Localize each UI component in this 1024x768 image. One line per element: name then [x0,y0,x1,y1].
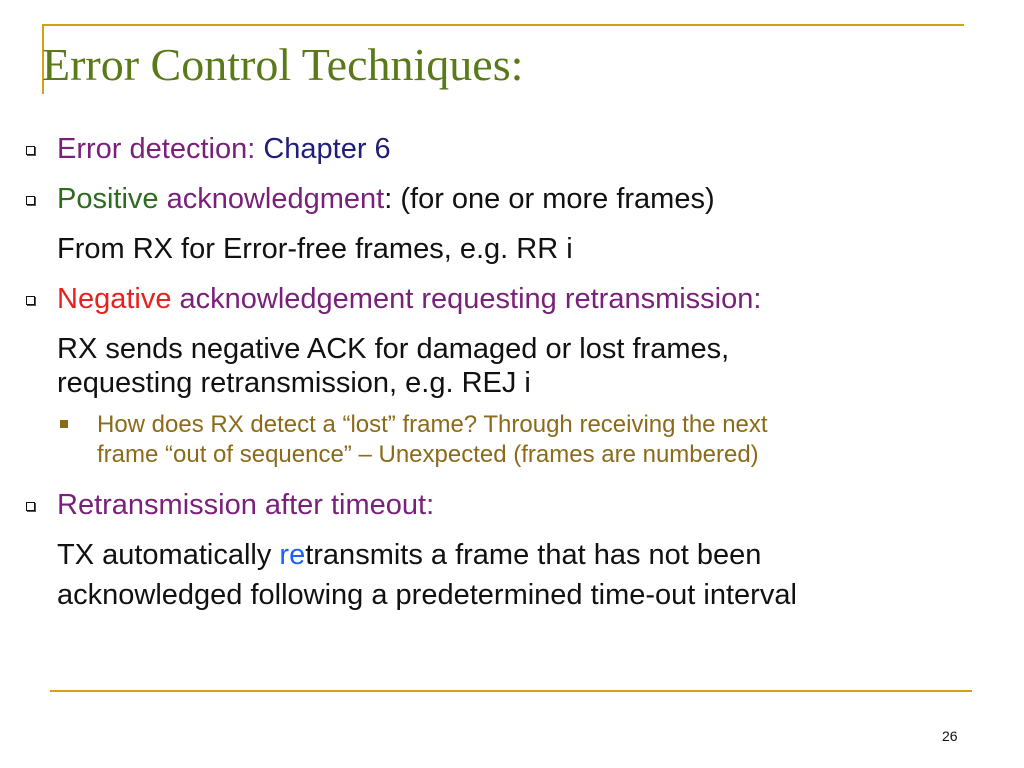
chapter-reference: Chapter 6 [263,133,391,165]
bullet-negative-ack [20,282,1010,316]
hollow-square-bullet-icon [26,146,35,155]
slide-body [20,132,1010,612]
acknowledgment-word: acknowledgment [158,183,385,215]
timeout-detail-2: acknowledged following a predetermined time-out interval [57,579,797,611]
retransmission-label: Retransmission after timeout: [57,489,435,521]
slide-title: Error Control Techniques: [42,39,524,90]
positive-ack-detail: From RX for Error-free frames, e.g. RR i [57,233,573,265]
hollow-square-bullet-icon [26,296,35,305]
filled-square-bullet-icon [60,420,68,428]
timeout-pre: TX automatically [57,539,280,571]
negative-ack-detail-2: requesting retransmission, e.g. REJ i [57,367,531,399]
page-number: 26 [942,728,958,744]
hollow-square-bullet-icon [26,196,35,205]
sub-bullet-lost-frame [20,410,1010,470]
bullet-retransmission-timeout [20,488,1010,522]
lost-frame-line-1: How does RX detect a “lost” frame? Through receiving the next [97,411,768,438]
error-detection-label: Error detection: [57,133,264,165]
negative-ack-rest: acknowledgement requesting retransmission: [171,283,762,315]
timeout-post: transmits a frame that has not been [305,539,762,571]
positive-ack-rest: : (for one or more frames) [384,183,715,215]
lost-frame-line-2: frame “out of sequence” – Unexpected (frames are numbered) [97,441,759,468]
negative-ack-detail-1: RX sends negative ACK for damaged or lost frames, [57,333,730,365]
bottom-rule [50,690,972,692]
bullet-error-detection [20,132,1010,166]
positive-word: Positive [57,183,159,215]
top-rule [42,24,964,26]
bullet-positive-ack [20,182,1010,216]
negative-word: Negative [57,283,172,315]
hollow-square-bullet-icon [26,502,35,511]
re-highlight: re [279,539,306,571]
timeout-detail-1 [20,538,1010,572]
